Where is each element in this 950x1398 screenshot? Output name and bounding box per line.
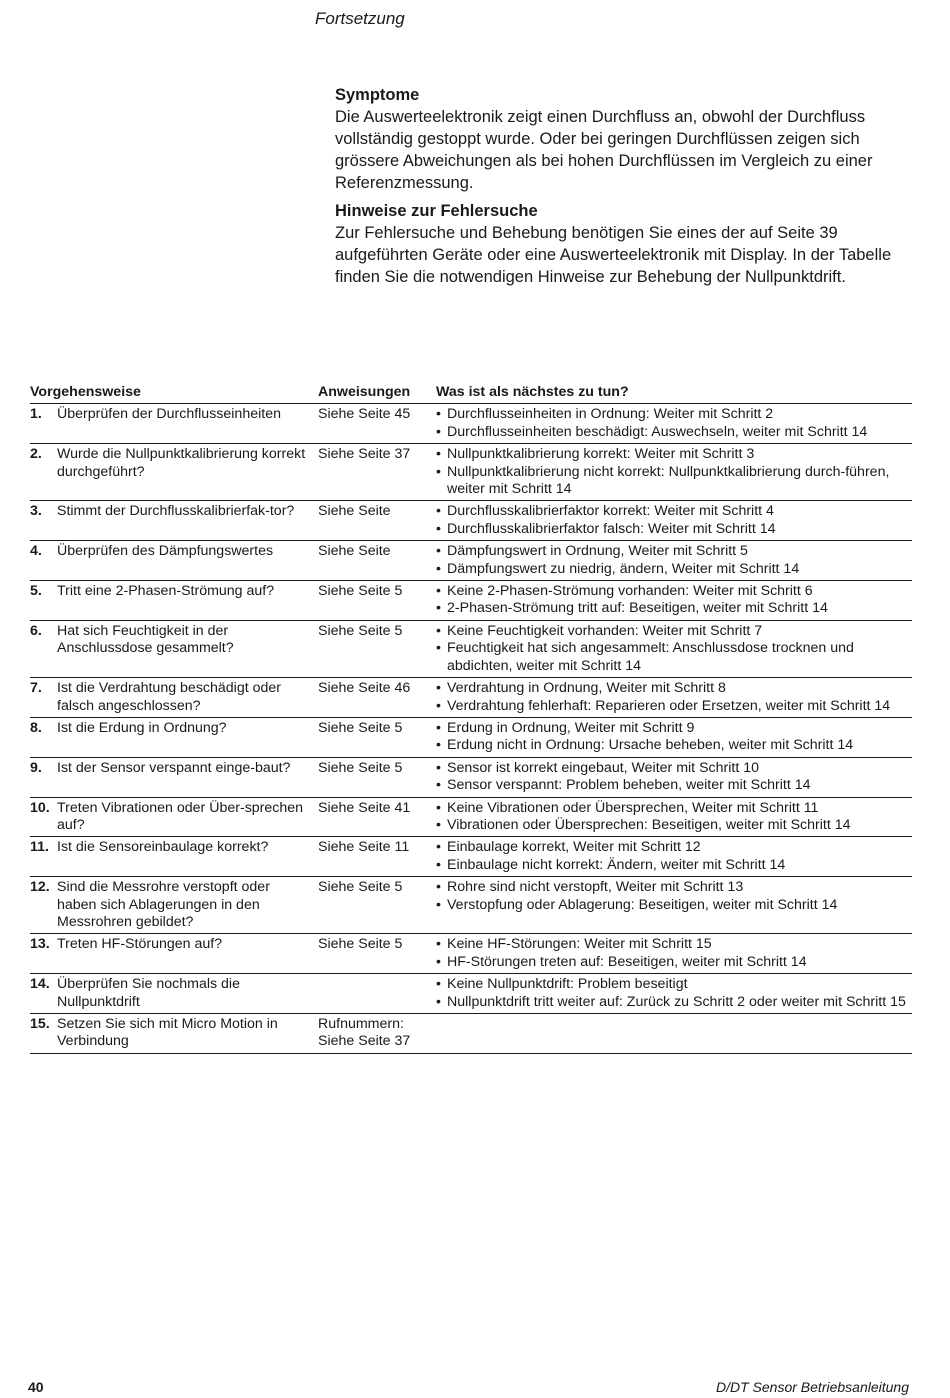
next-steps-cell	[436, 581, 912, 621]
table-body	[30, 404, 912, 1053]
procedure-cell	[30, 1014, 318, 1054]
procedure-step	[30, 543, 318, 560]
next-steps-list	[436, 839, 912, 874]
procedure-cell	[30, 678, 318, 718]
procedure-cell	[30, 501, 318, 541]
procedure-cell	[30, 404, 318, 444]
page-number: 40	[28, 1379, 44, 1395]
list-item: • 2-Phasen-Strömung tritt auf: Beseitigen, weiter mit Schritt 14	[436, 600, 912, 617]
next-steps-cell	[436, 541, 912, 581]
list-item: • Einbaulage korrekt, Weiter mit Schritt 12	[436, 839, 912, 856]
next-steps-cell	[436, 501, 912, 541]
instruction-reference: Siehe Seite 45	[318, 404, 436, 444]
step-procedure: Ist die Verdrahtung beschädigt oder falsch angeschlossen?	[57, 680, 281, 714]
list-item: • Verdrahtung in Ordnung, Weiter mit Schritt 8	[436, 680, 912, 697]
list-item: • Sensor ist korrekt eingebaut, Weiter mit Schritt 10	[436, 760, 912, 777]
procedure-step	[30, 583, 318, 600]
next-steps-list	[436, 760, 912, 795]
procedure-cell	[30, 581, 318, 621]
list-item: • Nullpunktkalibrierung nicht korrekt: Nullpunktkalibrierung durch-führen, weiter mit Schritt 14	[436, 464, 912, 499]
list-item: • Rohre sind nicht verstopft, Weiter mit Schritt 13	[436, 879, 912, 896]
table-header-row	[30, 381, 912, 404]
next-steps-cell	[436, 620, 912, 677]
next-steps-list	[436, 543, 912, 578]
step-procedure: Hat sich Feuchtigkeit in der Anschlussdose gesammelt?	[57, 622, 234, 657]
procedure-step	[30, 680, 318, 715]
procedure-step	[30, 760, 318, 777]
list-item: • Keine Feuchtigkeit vorhanden: Weiter mit Schritt 7	[436, 623, 912, 640]
next-steps-list	[436, 503, 912, 538]
next-steps-cell	[436, 678, 912, 718]
procedure-step	[30, 503, 318, 520]
next-steps-cell	[436, 1014, 912, 1054]
symptoms-text: Die Auswerteelektronik zeigt einen Durchfluss an, obwohl der Durchfluss vollständig gestoppt wurde. Oder bei geringen Durchflüssen zeigen sich grössere Abweichungen als bei hohen Durchflüssen im Vergleich zu einer Referenzmessung.	[335, 108, 873, 192]
instruction-reference: Siehe Seite 5	[318, 757, 436, 797]
procedure-step	[30, 879, 318, 931]
table-row	[30, 934, 912, 974]
step-procedure: Ist die Sensoreinbaulage korrekt?	[57, 839, 269, 856]
list-item: • Dämpfungswert zu niedrig, ändern, Weiter mit Schritt 14	[436, 561, 912, 578]
list-item: • Keine Vibrationen oder Übersprechen, Weiter mit Schritt 11	[436, 800, 912, 817]
procedure-step	[30, 623, 318, 658]
list-item: • Verstopfung oder Ablagerung: Beseitigen, weiter mit Schritt 14	[436, 897, 912, 914]
procedure-cell	[30, 974, 318, 1014]
instruction-reference: Siehe Seite	[318, 501, 436, 541]
header-instructions: Anweisungen	[318, 381, 436, 404]
list-item: • Durchflusseinheiten in Ordnung: Weiter mit Schritt 2	[436, 406, 912, 423]
table-row	[30, 797, 912, 837]
table-row	[30, 757, 912, 797]
step-number: 8.	[30, 719, 42, 736]
instruction-reference: Siehe Seite 5	[318, 581, 436, 621]
instruction-reference: Siehe Seite 11	[318, 837, 436, 877]
hints-heading: Hinweise zur Fehlersuche	[335, 202, 538, 220]
procedure-step	[30, 839, 318, 856]
step-number: 2.	[30, 446, 42, 463]
table-row	[30, 974, 912, 1014]
next-steps-cell	[436, 934, 912, 974]
next-steps-cell	[436, 877, 912, 934]
continued-label: Fortsetzung	[315, 9, 405, 28]
next-steps-list	[436, 976, 912, 1011]
instruction-reference: Siehe Seite 5	[318, 717, 436, 757]
list-item: • Sensor verspannt: Problem beheben, weiter mit Schritt 14	[436, 777, 912, 794]
step-number: 11.	[30, 839, 49, 856]
instruction-reference: Rufnummern: Siehe Seite 37	[318, 1014, 436, 1054]
header-next-steps: Was ist als nächstes zu tun?	[436, 381, 912, 404]
table-row	[30, 404, 912, 444]
instruction-reference: Siehe Seite 46	[318, 678, 436, 718]
table-row	[30, 620, 912, 677]
next-steps-cell	[436, 717, 912, 757]
step-number: 9.	[30, 759, 42, 776]
troubleshooting-table	[30, 381, 912, 1054]
table-row	[30, 877, 912, 934]
table-row	[30, 541, 912, 581]
list-item: • Keine HF-Störungen: Weiter mit Schritt 15	[436, 936, 912, 953]
list-item: • Durchflusskalibrierfaktor korrekt: Weiter mit Schritt 4	[436, 503, 912, 520]
step-number: 12.	[30, 879, 50, 896]
procedure-step	[30, 720, 318, 737]
instruction-reference: Siehe Seite 37	[318, 444, 436, 501]
step-number: 13.	[30, 936, 50, 953]
next-steps-cell	[436, 444, 912, 501]
next-steps-cell	[436, 837, 912, 877]
table-row	[30, 581, 912, 621]
step-number: 3.	[30, 503, 42, 520]
next-steps-list	[436, 720, 912, 755]
instruction-reference: Siehe Seite 5	[318, 877, 436, 934]
list-item: • Feuchtigkeit hat sich angesammelt: Anschlussdose trocknen und abdichten, weiter mit Schritt 14	[436, 640, 912, 675]
list-item: • Dämpfungswert in Ordnung, Weiter mit Schritt 5	[436, 543, 912, 560]
list-item: • Nullpunktkalibrierung korrekt: Weiter mit Schritt 3	[436, 446, 912, 463]
procedure-step	[30, 1016, 318, 1051]
list-item: • Vibrationen oder Übersprechen: Beseitigen, weiter mit Schritt 14	[436, 817, 912, 834]
procedure-cell	[30, 717, 318, 757]
next-steps-cell	[436, 404, 912, 444]
step-procedure: Überprüfen der Durchflusseinheiten	[57, 406, 281, 423]
step-procedure: Sind die Messrohre verstopft oder haben sich Ablagerungen in den Messrohren gebildet?	[57, 879, 270, 930]
instruction-reference: Siehe Seite	[318, 541, 436, 581]
step-number: 1.	[30, 406, 42, 423]
hints-text: Zur Fehlersuche und Behebung benötigen Sie eines der auf Seite 39 aufgeführten Geräte oder eine Auswerteelektronik mit Display. In der Tabelle finden Sie die notwendigen Hinweise zur Behebung der Nullpunktdrift.	[335, 224, 892, 286]
header-procedure: Vorgehensweise	[30, 381, 318, 404]
procedure-step	[30, 446, 318, 481]
table-row	[30, 678, 912, 718]
next-steps-cell	[436, 797, 912, 837]
step-procedure: Stimmt der Durchflusskalibrierfak-tor?	[57, 503, 295, 520]
table-row	[30, 837, 912, 877]
step-procedure: Setzen Sie sich mit Micro Motion in Verbindung	[57, 1016, 278, 1050]
list-item: • Keine 2-Phasen-Strömung vorhanden: Weiter mit Schritt 6	[436, 583, 912, 600]
step-procedure: Überprüfen Sie nochmals die Nullpunktdrift	[57, 976, 240, 1010]
procedure-cell	[30, 444, 318, 501]
next-steps-list	[436, 936, 912, 971]
step-number: 15.	[30, 1016, 50, 1032]
instruction-reference: Siehe Seite 5	[318, 934, 436, 974]
next-steps-list	[436, 406, 912, 441]
next-steps-list	[436, 623, 912, 675]
step-procedure: Treten Vibrationen oder Über-sprechen auf?	[57, 799, 304, 833]
intro-section	[335, 84, 915, 294]
procedure-step	[30, 976, 318, 1011]
step-number: 4.	[30, 543, 42, 560]
table-row	[30, 1014, 912, 1054]
procedure-cell	[30, 797, 318, 837]
table-row	[30, 717, 912, 757]
procedure-step	[30, 800, 318, 835]
next-steps-list	[436, 583, 912, 618]
table-row	[30, 501, 912, 541]
list-item: • Keine Nullpunktdrift: Problem beseitigt	[436, 976, 912, 993]
list-item: • Einbaulage nicht korrekt: Ändern, weiter mit Schritt 14	[436, 857, 912, 874]
next-steps-list	[436, 879, 912, 914]
instruction-reference	[318, 974, 436, 1014]
step-procedure: Überprüfen des Dämpfungswertes	[57, 543, 274, 560]
procedure-step	[30, 936, 318, 953]
list-item: • Verdrahtung fehlerhaft: Reparieren oder Ersetzen, weiter mit Schritt 14	[436, 698, 912, 715]
procedure-cell	[30, 541, 318, 581]
list-item: • Durchflusseinheiten beschädigt: Auswechseln, weiter mit Schritt 14	[436, 424, 912, 441]
next-steps-list	[436, 800, 912, 835]
list-item: • HF-Störungen treten auf: Beseitigen, weiter mit Schritt 14	[436, 954, 912, 971]
procedure-step	[30, 406, 318, 423]
next-steps-cell	[436, 757, 912, 797]
next-steps-list	[436, 680, 912, 715]
step-number: 14.	[30, 976, 50, 993]
list-item: • Nullpunktdrift tritt weiter auf: Zurück zu Schritt 2 oder weiter mit Schritt 15	[436, 994, 912, 1011]
procedure-cell	[30, 934, 318, 974]
procedure-cell	[30, 877, 318, 934]
procedure-cell	[30, 757, 318, 797]
list-item: • Erdung in Ordnung, Weiter mit Schritt 9	[436, 720, 912, 737]
instruction-reference: Siehe Seite 41	[318, 797, 436, 837]
next-steps-cell	[436, 974, 912, 1014]
step-procedure: Treten HF-Störungen auf?	[57, 936, 223, 953]
step-procedure: Wurde die Nullpunktkalibrierung korrekt durchgeführt?	[57, 446, 306, 480]
step-procedure: Ist der Sensor verspannt einge-baut?	[57, 759, 291, 776]
step-number: 6.	[30, 622, 42, 639]
instruction-reference: Siehe Seite 5	[318, 620, 436, 677]
procedure-cell	[30, 837, 318, 877]
step-number: 5.	[30, 583, 42, 600]
table-row	[30, 444, 912, 501]
document-title: D/DT Sensor Betriebsanleitung	[716, 1379, 909, 1395]
symptoms-heading: Symptome	[335, 86, 420, 104]
procedure-cell	[30, 620, 318, 677]
step-procedure: Tritt eine 2-Phasen-Strömung auf?	[57, 583, 275, 600]
step-number: 7.	[30, 680, 42, 697]
next-steps-list	[436, 446, 912, 498]
step-number: 10.	[30, 799, 50, 816]
step-procedure: Ist die Erdung in Ordnung?	[57, 719, 227, 736]
list-item: • Durchflusskalibrierfaktor falsch: Weiter mit Schritt 14	[436, 521, 912, 538]
list-item: • Erdung nicht in Ordnung: Ursache beheben, weiter mit Schritt 14	[436, 737, 912, 754]
